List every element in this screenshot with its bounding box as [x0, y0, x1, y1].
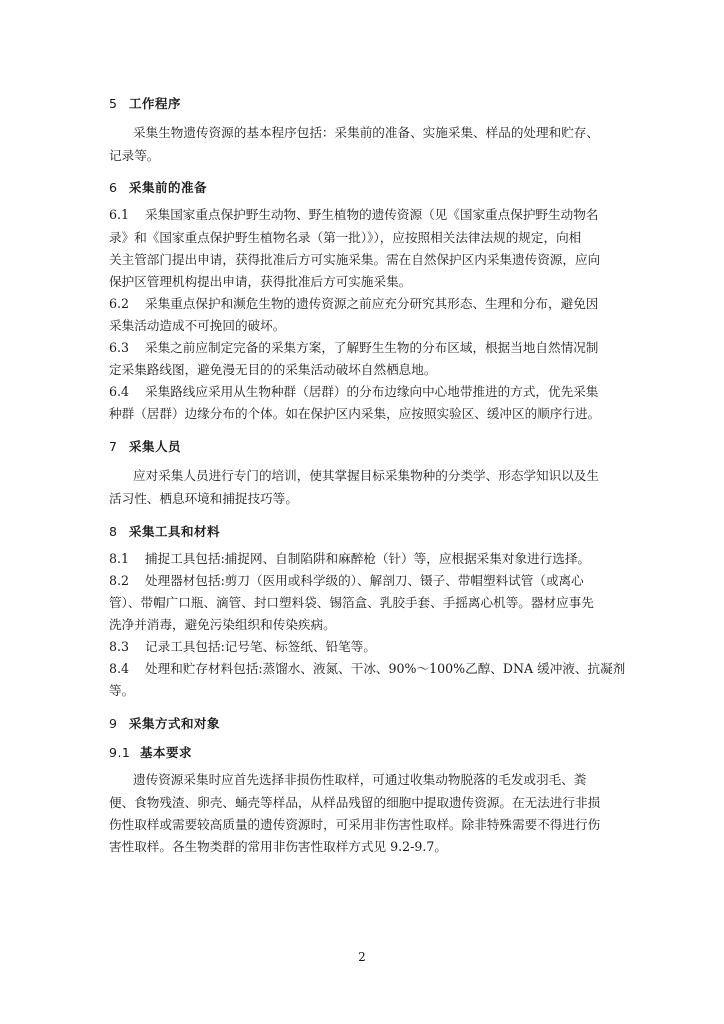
- section-7-line-2: 活习性、栖息环境和捕捉技巧等。: [109, 491, 298, 506]
- clause-8-2-line-3: 洗净并消毒，避免污染组织和传染疾病。: [109, 617, 336, 632]
- page-number: 2: [358, 950, 366, 964]
- clause-6-2-line-2: 采集活动造成不可挽回的破坏。: [109, 318, 286, 333]
- clause-6-4-line-2: 种群（居群）边缘分布的个体。如在保护区内采集，应按照实验区、缓冲区的顺序行进。: [109, 406, 601, 421]
- clause-8-2-line-1: 8.2 处理器材包括:剪刀（医用或科学级的）、解剖刀、镊子、带帽塑料试管（或离心: [109, 573, 584, 588]
- clause-6-1-line-1: 6.1 采集国家重点保护野生动物、野生植物的遗传资源（见《国家重点保护野生动物名: [109, 207, 599, 222]
- section-9-1-line-1: 遗传资源采集时应首先选择非损伤性取样，可通过收集动物脱落的毛发或羽毛、粪: [133, 772, 587, 787]
- clause-8-1-line-1: 8.1 捕捉工具包括:捕捉网、自制陷阱和麻醉枪（针）等，应根据采集对象进行选择。: [109, 551, 591, 566]
- section-9-1-line-4: 害性取样。各生物类群的常用非伤害性取样方式见 9.2-9.7。: [109, 839, 447, 854]
- clause-6-4-line-1: 6.4 采集路线应采用从生物种群（居群）的分布边缘向中心地带推进的方式，优先采集: [109, 384, 599, 399]
- section-6-heading: 6 采集前的准备: [109, 180, 208, 195]
- clause-8-4-line-2: 等。: [109, 683, 135, 698]
- section-5-heading: 5 工作程序: [109, 96, 182, 111]
- clause-6-3-line-1: 6.3 采集之前应制定完备的采集方案，了解野生生物的分布区域，根据当地自然情况制: [109, 340, 599, 355]
- section-7-line-1: 应对采集人员进行专门的培训，使其掌握目标采集物种的分类学、形态学知识以及生: [133, 468, 599, 483]
- section-5-line-2: 记录等。: [109, 148, 160, 163]
- section-8-heading: 8 采集工具和材料: [109, 524, 221, 539]
- section-9-1-line-3: 伤性取样或需要较高质量的遗传资源时，可采用非伤害性取样。除非特殊需要不得进行伤: [109, 817, 601, 832]
- clause-6-1-line-3: 关主管部门提出申请，获得批准后方可实施采集。需在自然保护区内采集遗传资源，应向: [109, 252, 601, 267]
- clause-8-4-line-1: 8.4 处理和贮存材料包括:蒸馏水、液氮、干冰、90%～100%乙醇、DNA 缓冲液、抗凝剂: [109, 661, 626, 676]
- clause-6-1-line-4: 保护区管理机构提出申请，获得批准后方可实施采集。: [109, 274, 412, 289]
- clause-6-1-line-2: 录》和《国家重点保护野生植物名录（第一批）》），应按照相关法律法规的规定，向相: [109, 230, 582, 245]
- clause-6-2-line-1: 6.2 采集重点保护和濒危生物的遗传资源之前应充分研究其形态、生理和分布，避免因: [109, 296, 599, 311]
- section-9-1-heading: 9.1 基本要求: [109, 745, 193, 760]
- section-7-heading: 7 采集人员: [109, 439, 182, 454]
- clause-8-2-line-2: 管）、带帽广口瓶、滴管、封口塑料袋、锡箔盒、乳胶手套、手摇离心机等。器材应事先: [109, 595, 594, 610]
- section-9-1-line-2: 便、食物残渣、卵壳、蛹壳等样品，从样品残留的细胞中提取遗传资源。在无法进行非损: [109, 795, 601, 810]
- section-9-heading: 9 采集方式和对象: [109, 716, 221, 731]
- section-5-line-1: 采集生物遗传资源的基本程序包括：采集前的准备、实施采集、样品的处理和贮存、: [133, 125, 599, 140]
- clause-6-3-line-2: 定采集路线图，避免漫无目的的采集活动破坏自然栖息地。: [109, 362, 437, 377]
- clause-8-3-line-1: 8.3 记录工具包括:记号笔、标签纸、铅笔等。: [109, 639, 376, 654]
